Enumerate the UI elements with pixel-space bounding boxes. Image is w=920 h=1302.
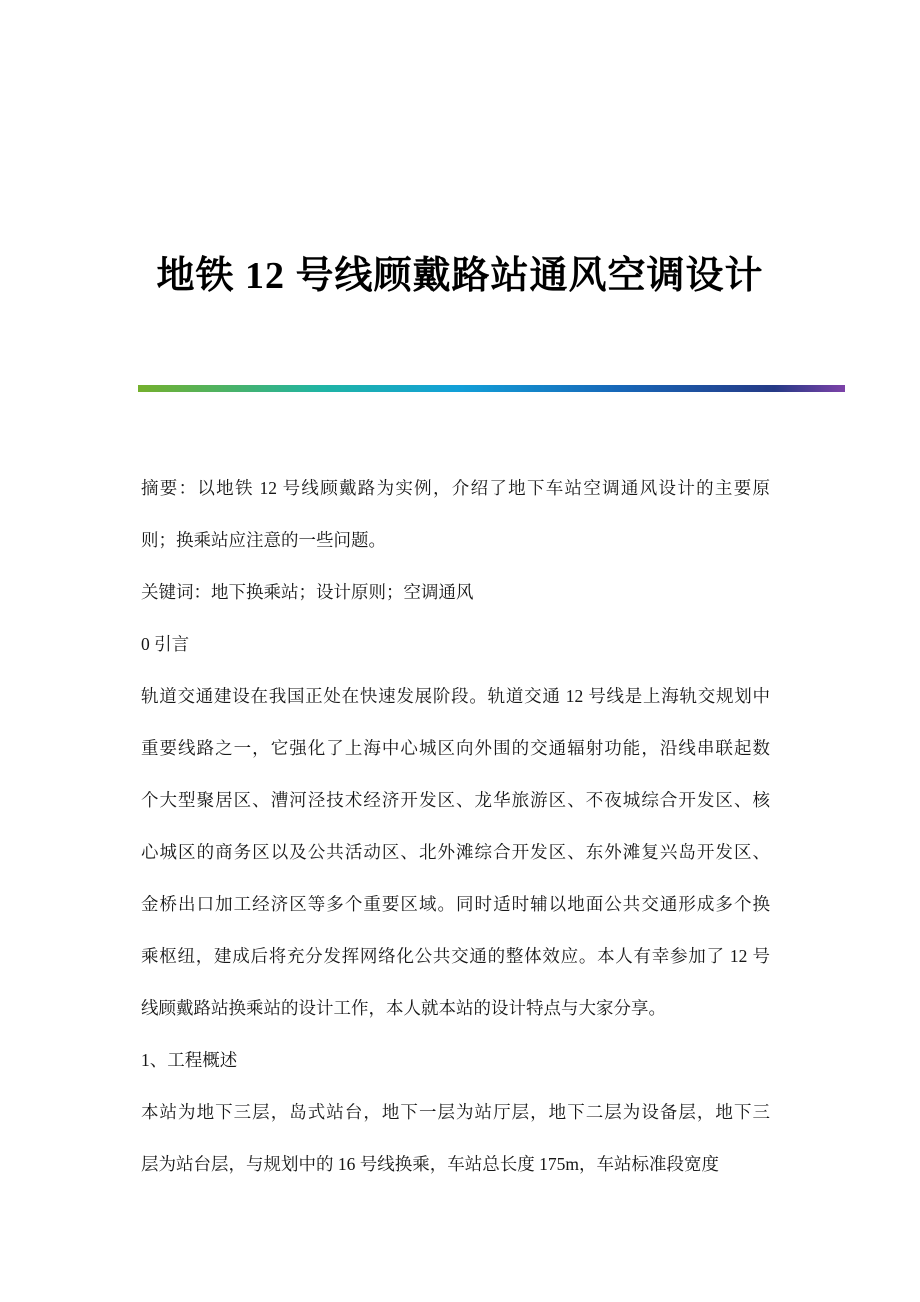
section-heading-intro: 0 引言 [141, 634, 190, 654]
body-line: 层为站台层，与规划中的 16 号线换乘，车站总长度 175m，车站标准段宽度 [141, 1154, 719, 1174]
body-line: 个大型聚居区、漕河泾技术经济开发区、龙华旅游区、不夜城综合开发区、核 [141, 790, 770, 810]
body-line: 金桥出口加工经济区等多个重要区域。同时适时辅以地面公共交通形成多个换 [141, 894, 770, 914]
body-line: 乘枢纽，建成后将充分发挥网络化公共交通的整体效应。本人有幸参加了 12 号 [141, 946, 770, 966]
abstract-line-continued: 则；换乘站应注意的一些问题。 [141, 530, 386, 550]
body-line: 重要线路之一，它强化了上海中心城区向外围的交通辐射功能，沿线串联起数 [141, 738, 770, 758]
section-heading-overview: 1、工程概述 [141, 1050, 238, 1070]
keywords-line: 关键词：地下换乘站；设计原则；空调通风 [141, 582, 474, 602]
body-line: 轨道交通建设在我国正处在快速发展阶段。轨道交通 12 号线是上海轨交规划中 [141, 686, 770, 706]
gradient-divider [138, 385, 845, 392]
page-title: 地铁 12 号线顾戴路站通风空调设计 [156, 255, 764, 298]
body-line: 心城区的商务区以及公共活动区、北外滩综合开发区、东外滩复兴岛开发区、 [141, 842, 770, 862]
body-line: 线顾戴路站换乘站的设计工作，本人就本站的设计特点与大家分享。 [141, 998, 666, 1018]
body-line: 本站为地下三层，岛式站台，地下一层为站厅层，地下二层为设备层，地下三 [141, 1102, 770, 1122]
abstract-line: 摘要：以地铁 12 号线顾戴路为实例，介绍了地下车站空调通风设计的主要原 [141, 478, 770, 498]
article-body [141, 462, 770, 1190]
